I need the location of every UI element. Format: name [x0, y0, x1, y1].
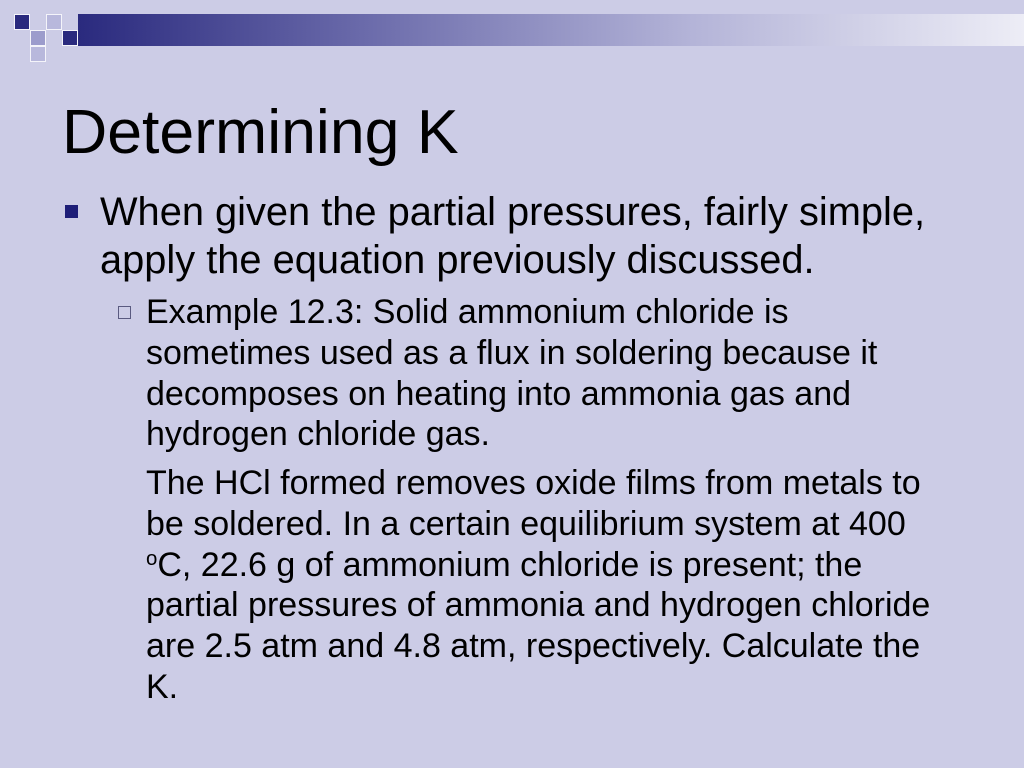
continuation-line-text: C, 22.6 g of ammonium chloride is present; the — [157, 545, 863, 584]
sub-bullet-line: decomposes on heating into ammonia gas and — [146, 374, 852, 413]
slide-title: Determining K — [62, 97, 459, 167]
decor-square — [30, 30, 46, 46]
header-gradient-bar — [78, 14, 1024, 46]
bullet-line: When given the partial pressures, fairly simple, — [100, 190, 926, 234]
bullet-text — [100, 189, 925, 285]
degree-superscript: o — [146, 547, 158, 570]
decor-square — [62, 30, 78, 46]
continuation-line: K. — [146, 667, 179, 706]
continuation-line: partial pressures of ammonia and hydrogen chloride — [146, 586, 931, 625]
decor-square — [14, 14, 30, 30]
continuation-line: The HCl formed removes oxide films from metals to — [146, 464, 921, 502]
bullet-line: apply the equation previously discussed. — [100, 237, 815, 282]
hollow-square-bullet-icon — [118, 306, 131, 319]
filled-square-bullet-icon — [65, 205, 78, 218]
sub-bullet-line: sometimes used as a flux in soldering because it — [146, 333, 878, 372]
continuation-line — [146, 545, 930, 586]
decor-square — [30, 46, 46, 62]
decor-square — [46, 14, 62, 30]
sub-bullet-continuation — [146, 463, 930, 708]
sub-bullet-line: hydrogen chloride gas. — [146, 415, 491, 454]
sub-bullet-line: Example 12.3: Solid ammonium chloride is — [146, 293, 789, 331]
continuation-line: are 2.5 atm and 4.8 atm, respectively. Calculate the — [146, 627, 921, 666]
continuation-line: be soldered. In a certain equilibrium system at 400 — [146, 504, 906, 543]
sub-bullet-text — [146, 292, 877, 455]
